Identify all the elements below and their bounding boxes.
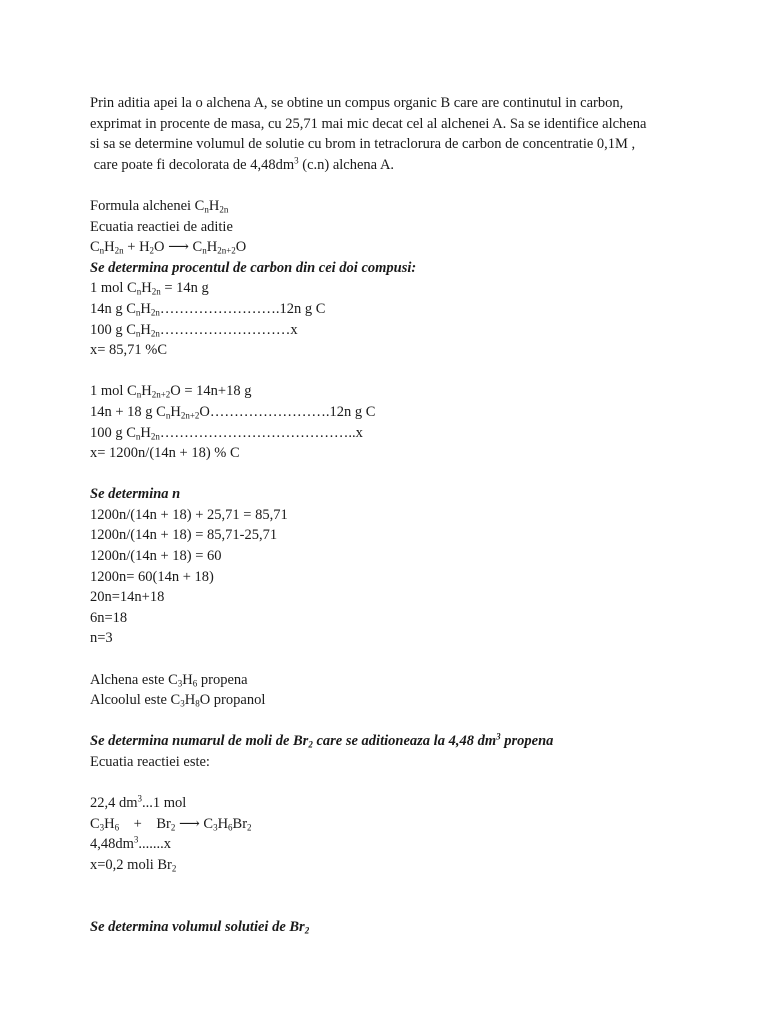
text: H [184, 692, 196, 709]
text: ...1 mol [142, 795, 187, 812]
text: + H [123, 239, 150, 256]
text: H [217, 815, 229, 832]
text: O = 14n+18 g [170, 383, 252, 400]
text: Alchena este C [90, 671, 178, 688]
problem-line-3: si sa se determine volumul de solutie cu brom in tetraclorura de carbon de concentratie 0,1M , [90, 136, 636, 153]
equation-line: 1200n= 60(14n + 18) [90, 568, 214, 585]
subscript: 3 [177, 678, 183, 689]
subscript: n [202, 245, 207, 256]
text: O [235, 239, 247, 256]
text: 14n g C [90, 300, 136, 317]
text: Se determina volumul solutiei de Br [90, 918, 305, 935]
subscript: n [135, 328, 141, 339]
section-heading-determine-n: Se determina n [90, 486, 181, 503]
subscript: 2n+2 [151, 389, 171, 400]
text: H [170, 403, 181, 420]
text: H [141, 383, 152, 400]
text: Alcoolul este C [90, 692, 181, 709]
subscript: 2 [171, 863, 177, 874]
superscript: 3 [496, 732, 501, 743]
calc-line [90, 834, 690, 855]
text: O…………………….12n g C [199, 403, 376, 420]
text: H [208, 197, 220, 214]
text: (c.n) alchena A. [298, 156, 395, 173]
subscript: 2n+2 [217, 245, 236, 256]
subscript: n [165, 410, 171, 421]
text: Br [232, 815, 248, 832]
text: C [90, 815, 100, 832]
alkene-answer [90, 670, 690, 691]
subscript: 6 [192, 678, 198, 689]
alcohol-answer [90, 690, 690, 711]
calc-line [90, 402, 690, 423]
text: H [182, 671, 193, 688]
subscript: 6 [228, 822, 233, 833]
calc-line [90, 320, 690, 341]
text: O ⟶ C [154, 239, 203, 256]
subscript: n [204, 204, 209, 215]
text: 22,4 dm [90, 795, 138, 812]
subscript: 3 [99, 822, 105, 833]
subscript: 2n [114, 245, 124, 256]
calc-result [90, 855, 690, 876]
problem-line-4 [90, 155, 690, 176]
superscript: 3 [294, 155, 299, 166]
problem-line-2: exprimat in procente de masa, cu 25,71 mai mic decat cel al alchenei A. Sa se identifice alchena [90, 115, 647, 132]
text: H [206, 239, 218, 256]
text: H [104, 239, 115, 256]
subscript: 2n+2 [180, 410, 200, 421]
subscript: 2 [247, 822, 252, 833]
text: 100 g C [90, 321, 136, 338]
calc-result: x= 85,71 %C [90, 342, 168, 359]
text: 100 g C [90, 424, 136, 441]
text: H [104, 815, 115, 832]
text: Formula alchenei C [90, 197, 205, 214]
section-heading-carbon-percent: Se determina procentul de carbon din cei doi compusi: [90, 259, 417, 276]
text: 14n + 18 g C [90, 403, 166, 420]
text: H [140, 300, 151, 317]
text: H [141, 280, 152, 297]
subscript: 8 [195, 698, 200, 709]
text: Se determina numarul de moli de Br [90, 733, 309, 750]
equation-line: 1200n/(14n + 18) + 25,71 = 85,71 [90, 506, 288, 523]
calc-line [90, 278, 690, 299]
subscript: 2n [150, 431, 160, 442]
equation-line: 1200n/(14n + 18) = 60 [90, 548, 222, 565]
subscript: 2n [219, 204, 229, 215]
text: …………………………………..x [159, 424, 363, 441]
text: ………………………x [159, 321, 298, 338]
subscript: 2 [149, 245, 155, 256]
text: 1 mol C [90, 383, 137, 400]
equation-line: n=3 [90, 630, 113, 647]
text: care poate fi decolorata de 4,48dm [90, 156, 295, 173]
document-body [90, 93, 690, 937]
subscript: 2n [150, 307, 160, 318]
section-heading-moles-br2 [90, 731, 690, 752]
subscript: n [136, 286, 142, 297]
text: H [140, 424, 151, 441]
bromination-equation [90, 814, 690, 835]
equation-line: 1200n/(14n + 18) = 85,71-25,71 [90, 527, 278, 544]
text: O propanol [199, 692, 266, 709]
calc-result: x= 1200n/(14n + 18) % C [90, 445, 240, 462]
text: + Br [119, 815, 171, 832]
equation-line: 20n=14n+18 [90, 589, 165, 606]
text: …………………….12n g C [159, 300, 326, 317]
reaction-title: Ecuatia reactiei este: [90, 754, 210, 770]
text: ⟶ C [175, 815, 214, 832]
text: .......x [138, 836, 172, 853]
subscript: 3 [180, 698, 185, 709]
subscript: 3 [213, 822, 218, 833]
subscript: 6 [114, 822, 120, 833]
text: 1 mol C [90, 280, 137, 297]
subscript: n [135, 307, 141, 318]
subscript: n [135, 431, 141, 442]
text: propena [197, 671, 248, 688]
subscript: 2 [170, 822, 176, 833]
subscript: 2n [150, 328, 160, 339]
subscript: 2 [304, 925, 310, 936]
subscript: 2 [308, 739, 313, 750]
addition-equation [90, 237, 690, 258]
text: H [140, 321, 151, 338]
calc-line [90, 423, 690, 444]
calc-line [90, 299, 690, 320]
superscript: 3 [137, 793, 143, 804]
text: = 14n g [160, 280, 209, 297]
text: 4,48dm [90, 836, 134, 853]
calc-line [90, 793, 690, 814]
text: C [90, 239, 100, 256]
text: care se aditioneaza la 4,48 dm [312, 733, 497, 750]
text: propena [500, 733, 554, 750]
section-heading-solution-volume [90, 917, 690, 938]
subscript: 2n [151, 286, 161, 297]
problem-line-1: Prin aditia apei la o alchena A, se obtine un compus organic B care are continutul in carbon, [90, 95, 624, 111]
subscript: n [136, 389, 142, 400]
reaction-title: Ecuatia reactiei de aditie [90, 218, 233, 235]
equation-line: 6n=18 [90, 609, 128, 626]
superscript: 3 [133, 834, 139, 845]
calc-line [90, 381, 690, 402]
subscript: n [99, 245, 105, 256]
text: x=0,2 moli Br [90, 856, 172, 873]
alkene-formula-line [90, 196, 690, 217]
